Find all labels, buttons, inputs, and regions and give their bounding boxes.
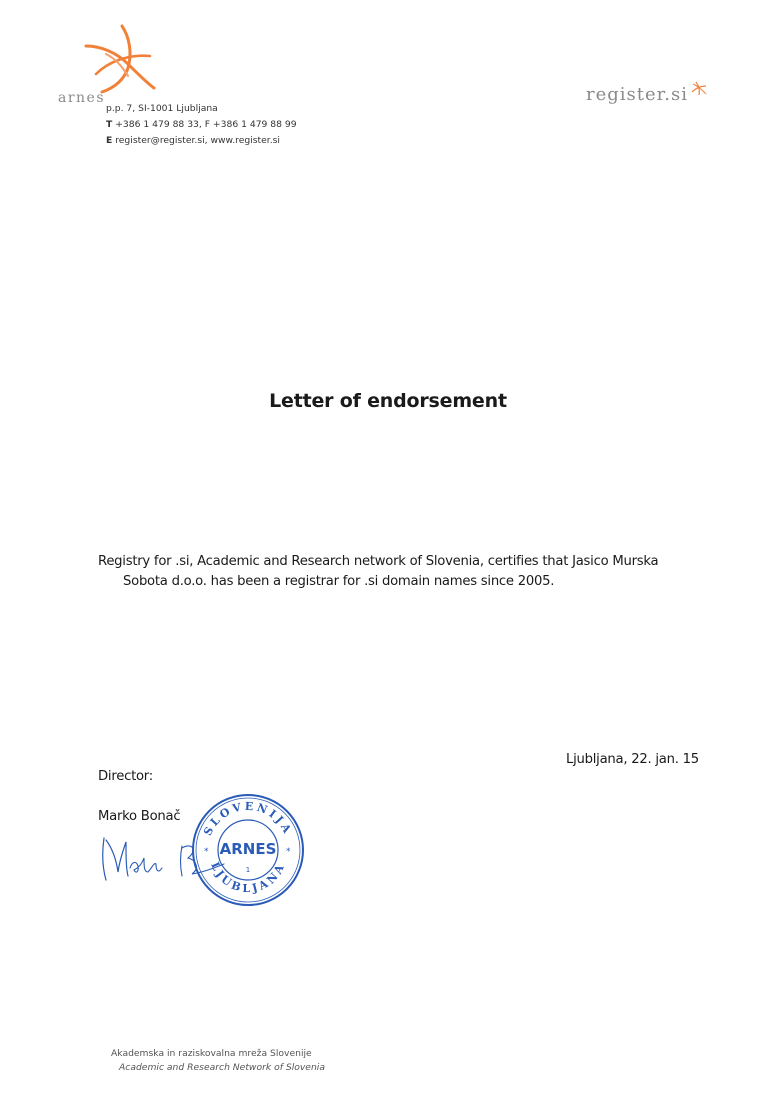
stamp-number: 1 [245,866,251,874]
stamp-bottom-text: LJUBLJANA [208,860,288,896]
header-phone: +386 1 479 88 33, F +386 1 479 88 99 [115,119,297,130]
signer-name: Marko Bonač [98,809,181,824]
arnes-logo-icon [84,24,158,94]
register-logo-icon [690,80,708,96]
letter-title: Letter of endorsement [269,390,507,412]
letter-date: Ljubljana, 22. jan. 15 [566,752,699,767]
stamp-star-left: * [204,847,209,857]
letter-body [98,552,698,592]
official-stamp [190,792,306,908]
header-phone-line [106,119,297,130]
stamp-top-text: SLOVENIJA [201,799,295,838]
letter-body-line-2: Sobota d.o.o. has been a registrar for .si domain names since 2005. [123,574,555,589]
arnes-logo-text: arnes [58,90,106,106]
stamp-center-text: ARNES [219,840,277,858]
footer-line-1: Akademska in raziskovalna mreža Slovenije [111,1048,312,1059]
header-email-line [106,135,280,146]
header-address: p.p. 7, SI-1001 Ljubljana [106,103,218,114]
register-logo-text: register.si [586,84,689,105]
phone-label: T [106,119,113,130]
letter-body-line-1: Registry for .si, Academic and Research network of Slovenia, certifies that Jasico Murska [98,554,659,569]
email-label: E [106,135,113,146]
stamp-star-right: * [286,847,291,857]
director-label: Director: [98,769,153,784]
header-email: register@register.si, www.register.si [115,135,280,146]
footer-line-2: Academic and Research Network of Slovenia [119,1062,325,1073]
